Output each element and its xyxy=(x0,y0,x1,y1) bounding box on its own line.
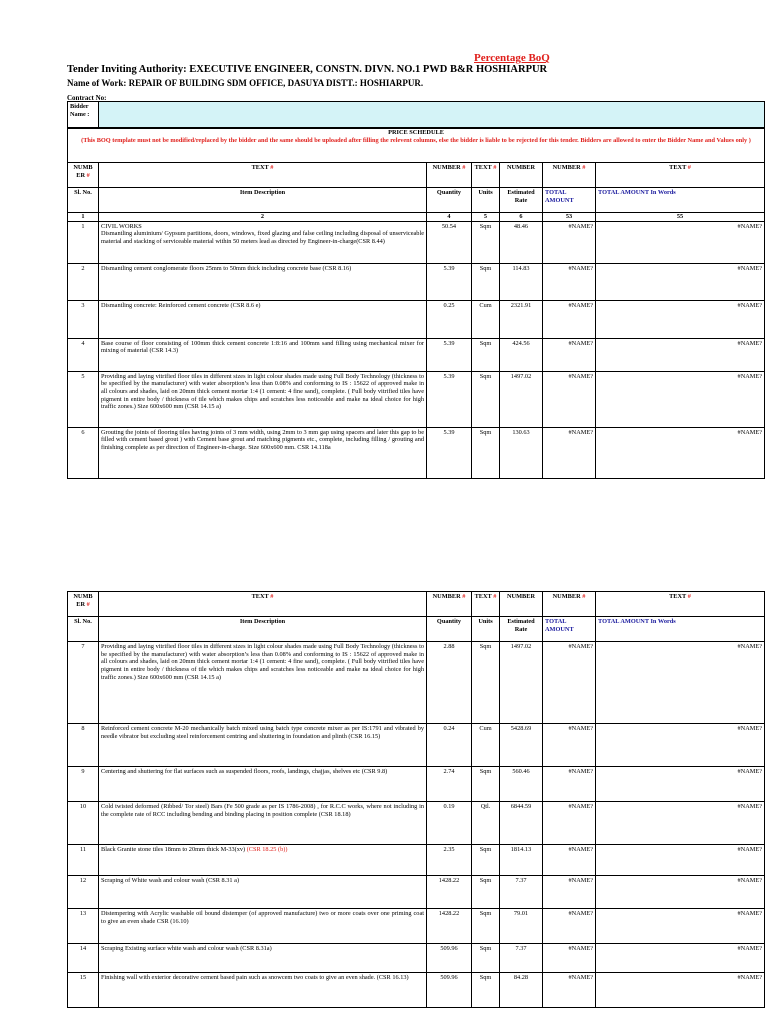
type-row xyxy=(68,163,765,188)
type-label: TEXT xyxy=(474,164,492,171)
table-row xyxy=(68,642,765,724)
type-cell xyxy=(500,592,543,617)
description-text: Providing and laying vitrified floor tiles in different sizes in light colour shades made using Full Body Technology (thickness to be specified by the manufacturer) with water absorption’s less than 0.08% and conforming to IS : 15622 of approved make in all colours and shades, laid on 20mm thick cement mortar 1:4 (1 cement: 4 fine sand), complete. ( Full body vitrified tiles have pigment in entire body / thickness of tile which makes chips and scratches less noticeable and make na ideal choice for high traffic zones.) Size 600x600 mm (CSR 14.15 a) xyxy=(101,643,424,681)
row-unit: Sqm xyxy=(472,427,500,478)
row-sl-no: 1 xyxy=(68,221,99,263)
row-unit: Sqm xyxy=(472,221,500,263)
row-total-words[interactable]: #NAME? xyxy=(596,642,765,724)
price-schedule-note: (This BOQ template must not be modified/replaced by the bidder and the same should be uploaded after filling the relevent columns, else the bidder is liable to be rejected for this tender. Bidders are allowed to enter the Bidder Name and Values only ) xyxy=(81,136,751,144)
row-total-amount[interactable]: #NAME? xyxy=(543,338,596,371)
row-quantity: 5.39 xyxy=(427,338,472,371)
row-sl-no: 2 xyxy=(68,263,99,300)
description-text: Finishing wall with exterior decorative cement based pain such as snowcem two coats to give an even shade. (CSR 16.13) xyxy=(101,974,409,981)
row-sl-no: 4 xyxy=(68,338,99,371)
row-unit: Qtl. xyxy=(472,802,500,845)
row-description xyxy=(99,944,427,973)
type-row xyxy=(68,592,765,617)
type-label: NUMBER xyxy=(432,593,461,600)
type-hash: # xyxy=(687,164,691,171)
table-row xyxy=(68,263,765,300)
row-total-amount[interactable]: #NAME? xyxy=(543,642,596,724)
type-label: NUMBER xyxy=(507,593,535,600)
table-row xyxy=(68,300,765,338)
description-text: Reinforced cement concrete M-20 mechanically batch mixed using batch type concrete mixer as per IS:1791 and vibrated by needle vibrator but excluding steel reinforcement centring and shuttering in foundation and plinth (CSR 16.15) xyxy=(101,725,424,740)
row-quantity: 5.39 xyxy=(427,427,472,478)
row-quantity: 5.39 xyxy=(427,371,472,427)
type-hash: # xyxy=(582,593,586,600)
row-description xyxy=(99,427,427,478)
row-total-words[interactable]: #NAME? xyxy=(596,427,765,478)
row-rate: 1497.02 xyxy=(500,371,543,427)
col-estimated-rate: Estimated Rate xyxy=(500,188,543,213)
table-row xyxy=(68,944,765,973)
type-cell xyxy=(427,592,472,617)
row-description xyxy=(99,724,427,767)
row-rate: 1497.02 xyxy=(500,642,543,724)
type-hash: # xyxy=(493,164,497,171)
row-total-words[interactable]: #NAME? xyxy=(596,973,765,1008)
col-total-words: TOTAL AMOUNT In Words xyxy=(596,617,765,642)
row-rate: 6844.59 xyxy=(500,802,543,845)
type-label: NUMBER xyxy=(552,593,581,600)
description-text: Centering and shuttering for flat surfaces such as suspended floors, roofs, landings, chajjas, shelves etc (CSR 9.8) xyxy=(101,768,388,775)
row-sl-no: 10 xyxy=(68,802,99,845)
contract-no: Contract No: xyxy=(67,94,107,102)
table-row xyxy=(68,767,765,802)
type-cell xyxy=(68,163,99,188)
type-hash: # xyxy=(270,164,274,171)
description-text: Dismantling aluminium/ Gypsum partitions, doors, windows, fixed glazing and false ceiling including disposal of unserviceable material and stacking of serviceable material within 50 meters lead as directed by Engineer-in-charge(CSR 8.44) xyxy=(101,230,424,246)
row-total-words[interactable]: #NAME? xyxy=(596,263,765,300)
type-label: NUMBER xyxy=(432,164,461,171)
description-text: Distempering with Acrylic washable oil bound distemper (of approved manufacture) two or more coats over one priming coat to give an even shade CSR (16.10) xyxy=(101,910,424,925)
row-total-words[interactable]: #NAME? xyxy=(596,944,765,973)
row-description xyxy=(99,642,427,724)
row-rate: 424.56 xyxy=(500,338,543,371)
description-text: Dismantling cement conglomerate floors 25mm to 50mm thick including concrete base (CSR 8.16) xyxy=(101,264,352,272)
row-total-words[interactable]: #NAME? xyxy=(596,300,765,338)
row-unit: Sqm xyxy=(472,767,500,802)
row-quantity: 2.74 xyxy=(427,767,472,802)
row-total-words[interactable]: #NAME? xyxy=(596,338,765,371)
column-number: 6 xyxy=(500,213,543,222)
row-sl-no: 9 xyxy=(68,767,99,802)
row-unit: Sqm xyxy=(472,371,500,427)
row-description xyxy=(99,909,427,944)
description-text: Black Granite stone tiles 18mm to 20mm thick M-33(xv) xyxy=(101,846,246,853)
row-description xyxy=(99,767,427,802)
description-text: Base course of floor consisting of 100mm thick cement concrete 1:8:16 and 100mm sand filling using mechanical mixer for mixing of material (CSR 14.3) xyxy=(101,339,424,355)
row-rate: 560.46 xyxy=(500,767,543,802)
row-rate: 130.63 xyxy=(500,427,543,478)
row-sl-no: 14 xyxy=(68,944,99,973)
row-quantity: 509.96 xyxy=(427,973,472,1008)
description-text: Scraping Existing surface white wash and colour wash (CSR 8.31a) xyxy=(101,945,272,952)
row-rate: 1814.13 xyxy=(500,845,543,876)
row-sl-no: 12 xyxy=(68,876,99,909)
row-total-words[interactable]: #NAME? xyxy=(596,909,765,944)
row-description xyxy=(99,845,427,876)
description-text: Scraping of White wash and colour wash (CSR 8.31 a) xyxy=(101,877,240,884)
row-total-amount[interactable]: #NAME? xyxy=(543,876,596,909)
type-hash: # xyxy=(493,593,497,600)
column-number-row xyxy=(68,213,765,222)
row-description xyxy=(99,221,427,263)
row-description xyxy=(99,802,427,845)
row-sl-no: 7 xyxy=(68,642,99,724)
row-sl-no: 5 xyxy=(68,371,99,427)
row-total-amount[interactable]: #NAME? xyxy=(543,724,596,767)
row-description xyxy=(99,300,427,338)
type-label: NUMBER xyxy=(507,164,535,171)
col-total-amount: TOTAL AMOUNT xyxy=(543,188,596,213)
type-cell xyxy=(99,163,427,188)
type-label: NUMB ER xyxy=(73,164,93,179)
type-cell xyxy=(472,163,500,188)
column-number: 1 xyxy=(68,213,99,222)
row-rate: 2321.91 xyxy=(500,300,543,338)
price-schedule-title: PRICE SCHEDULE xyxy=(388,129,444,136)
row-sl-no: 11 xyxy=(68,845,99,876)
row-quantity: 1428.22 xyxy=(427,909,472,944)
price-schedule-table-continued xyxy=(67,591,765,1008)
table-row xyxy=(68,221,765,263)
type-label: TEXT xyxy=(251,164,269,171)
row-quantity: 0.25 xyxy=(427,300,472,338)
description-text: Grouting the joints of flooring tiles having joints of 3 mm width, using 2mm to 3 mm gap using spacers and later this gap to be filled with cement based grout ) with Cement base grout and matching pigments etc., complete, including filling / grouting and finishing complete as per direction of Engineer-in-charge. Size 600x600 mm. CSR 14.118a xyxy=(101,428,424,452)
type-cell xyxy=(543,163,596,188)
row-sl-no: 6 xyxy=(68,427,99,478)
row-description xyxy=(99,973,427,1008)
row-total-words[interactable]: #NAME? xyxy=(596,876,765,909)
boq-title: Percentage BoQ xyxy=(474,52,550,64)
row-unit: Sqm xyxy=(472,876,500,909)
row-rate: 7.37 xyxy=(500,876,543,909)
type-cell xyxy=(500,163,543,188)
type-cell xyxy=(68,592,99,617)
row-sl-no: 8 xyxy=(68,724,99,767)
description-text: Cold twisted deformed (Ribbed/ Tor steel) Bars (Fe 500 grade as per IS 1786-2008) , for R.C.C works, where not including in the complete rate of RCC including bending and binding placing in position complete (CSR 18.18) xyxy=(101,803,424,818)
type-cell xyxy=(543,592,596,617)
type-label: TEXT xyxy=(669,593,687,600)
row-unit: Sqm xyxy=(472,944,500,973)
row-quantity: 2.35 xyxy=(427,845,472,876)
type-hash: # xyxy=(86,171,90,179)
col-estimated-rate: Estimated Rate xyxy=(500,617,543,642)
type-hash: # xyxy=(687,593,691,600)
table-row xyxy=(68,338,765,371)
row-unit: Sqm xyxy=(472,973,500,1008)
row-quantity: 5.39 xyxy=(427,263,472,300)
row-quantity: 1428.22 xyxy=(427,876,472,909)
row-unit: Sqm xyxy=(472,263,500,300)
row-rate: 84.28 xyxy=(500,973,543,1008)
row-total-amount[interactable]: #NAME? xyxy=(543,767,596,802)
col-item-description: Item Description xyxy=(99,188,427,213)
bidder-label: Bidder Name : xyxy=(68,102,99,129)
row-total-amount[interactable]: #NAME? xyxy=(543,845,596,876)
row-sl-no: 13 xyxy=(68,909,99,944)
row-quantity: 509.96 xyxy=(427,944,472,973)
type-label: TEXT xyxy=(669,164,687,171)
row-description xyxy=(99,371,427,427)
table-row xyxy=(68,845,765,876)
type-label: TEXT xyxy=(474,593,492,600)
col-units: Units xyxy=(472,188,500,213)
column-header-row xyxy=(68,617,765,642)
column-header-row xyxy=(68,188,765,213)
row-quantity: 0.24 xyxy=(427,724,472,767)
row-total-amount[interactable]: #NAME? xyxy=(543,802,596,845)
column-number: 4 xyxy=(427,213,472,222)
tender-authority: Tender Inviting Authority: EXECUTIVE ENGINEER, CONSTN. DIVN. NO.1 PWD B&R HOSHIARPUR xyxy=(67,64,548,75)
type-cell xyxy=(596,163,765,188)
row-total-amount[interactable]: #NAME? xyxy=(543,909,596,944)
type-cell xyxy=(596,592,765,617)
col-quantity: Quantity xyxy=(427,617,472,642)
row-total-amount[interactable]: #NAME? xyxy=(543,371,596,427)
table-row xyxy=(68,973,765,1008)
type-hash: # xyxy=(462,164,466,171)
type-label: NUMB ER xyxy=(73,593,93,608)
col-total-amount: TOTAL AMOUNT xyxy=(543,617,596,642)
col-units: Units xyxy=(472,617,500,642)
row-unit: Cum xyxy=(472,300,500,338)
type-hash: # xyxy=(462,593,466,600)
price-schedule-table xyxy=(67,127,765,479)
row-total-amount[interactable]: #NAME? xyxy=(543,944,596,973)
table-row xyxy=(68,724,765,767)
type-cell xyxy=(427,163,472,188)
column-number: 55 xyxy=(596,213,765,222)
row-total-words[interactable]: #NAME? xyxy=(596,802,765,845)
row-total-words[interactable]: #NAME? xyxy=(596,221,765,263)
type-cell xyxy=(99,592,427,617)
table-row xyxy=(68,371,765,427)
row-rate: 48.46 xyxy=(500,221,543,263)
col-total-words: TOTAL AMOUNT In Words xyxy=(596,188,765,213)
type-hash: # xyxy=(582,164,586,171)
type-label: TEXT xyxy=(251,593,269,600)
row-description xyxy=(99,263,427,300)
type-hash: # xyxy=(86,600,90,608)
col-sl-no: Sl. No. xyxy=(68,188,99,213)
row-unit: Sqm xyxy=(472,845,500,876)
row-rate: 7.37 xyxy=(500,944,543,973)
description-text: Providing and laying vitrified floor tiles in different sizes in light colour shades made using Full Body Technology (thickness to be specified by the manufacturer) with water absorption’s less than 0.08% and conforming to IS : 15622 of approved make in all colours and shades, laid on 20mm thick cement mortar 1:4 (1 cement: 4 fine sand), complete. ( Full body vitrified tiles have pigment in entire body / thickness of tile which makes chips and scratches less noticeable and make na ideal choice for high traffic zones.) Size 600x600 mm (CSR 14.15 a) xyxy=(101,372,424,411)
work-name: Name of Work: REPAIR OF BUILDING SDM OFFICE, DASUYA DISTT.: HOSHIARPUR. xyxy=(67,78,424,88)
row-total-amount[interactable]: #NAME? xyxy=(543,973,596,1008)
row-total-amount[interactable]: #NAME? xyxy=(543,263,596,300)
col-quantity: Quantity xyxy=(427,188,472,213)
section-title: CIVIL WORKS xyxy=(101,222,142,230)
table-row xyxy=(68,802,765,845)
column-number: 53 xyxy=(543,213,596,222)
row-quantity: 0.19 xyxy=(427,802,472,845)
type-label: NUMBER xyxy=(552,164,581,171)
description-text: Dismantling concrete: Reinforced cement concrete (CSR 8.6 e) xyxy=(101,301,261,309)
row-unit: Sqm xyxy=(472,338,500,371)
row-rate: 5428.69 xyxy=(500,724,543,767)
row-quantity: 50.54 xyxy=(427,221,472,263)
row-description xyxy=(99,876,427,909)
row-total-words[interactable]: #NAME? xyxy=(596,371,765,427)
column-number: 2 xyxy=(99,213,427,222)
type-cell xyxy=(472,592,500,617)
row-unit: Cum xyxy=(472,724,500,767)
row-total-amount[interactable]: #NAME? xyxy=(543,221,596,263)
col-item-description: Item Description xyxy=(99,617,427,642)
row-total-words[interactable]: #NAME? xyxy=(596,845,765,876)
row-rate: 114.83 xyxy=(500,263,543,300)
row-quantity: 2.88 xyxy=(427,642,472,724)
col-sl-no: Sl. No. xyxy=(68,617,99,642)
row-total-words[interactable]: #NAME? xyxy=(596,724,765,767)
bidder-table xyxy=(67,101,765,129)
table-row xyxy=(68,876,765,909)
price-schedule-header xyxy=(68,128,765,163)
type-hash: # xyxy=(270,593,274,600)
description-csr-ref: (CSR 18.25 (b)) xyxy=(246,846,288,853)
row-sl-no: 3 xyxy=(68,300,99,338)
row-unit: Sqm xyxy=(472,909,500,944)
row-total-words[interactable]: #NAME? xyxy=(596,767,765,802)
row-rate: 79.01 xyxy=(500,909,543,944)
row-unit: Sqm xyxy=(472,642,500,724)
table-row xyxy=(68,427,765,478)
row-total-amount[interactable]: #NAME? xyxy=(543,427,596,478)
column-number: 5 xyxy=(472,213,500,222)
row-description xyxy=(99,338,427,371)
row-sl-no: 15 xyxy=(68,973,99,1008)
table-row xyxy=(68,909,765,944)
bidder-name-field[interactable] xyxy=(99,102,765,129)
row-total-amount[interactable]: #NAME? xyxy=(543,300,596,338)
